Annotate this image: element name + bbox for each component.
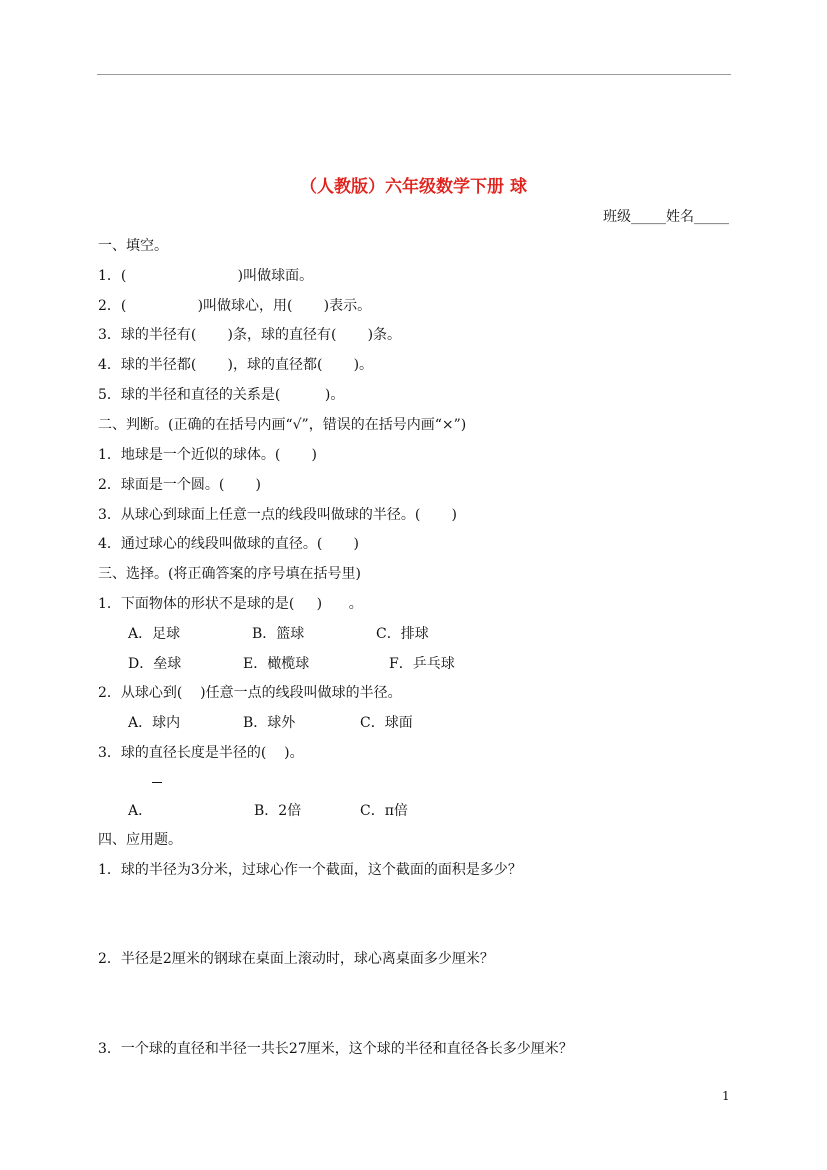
fill-blank-q1: 1．( )叫做球面。: [98, 268, 314, 284]
section-choice-heading: 三、选择。(将正确答案的序号填在括号里): [98, 566, 361, 582]
fill-blank-q5: 5．球的半径和直径的关系是( )。: [98, 387, 345, 403]
choice-q2-option-a: A．球内: [128, 715, 181, 731]
choice-q3-option-b: B．2倍: [254, 803, 302, 819]
choice-q1-option-d: D．垒球: [128, 656, 182, 672]
choice-q2-option-b: B．球外: [243, 715, 296, 731]
judge-q3: 3．从球心到球面上任意一点的线段叫做球的半径。( ): [98, 507, 457, 523]
fraction-bar-placeholder: [152, 782, 162, 783]
choice-q3-option-c: C．π倍: [360, 803, 408, 819]
choice-q1: 1．下面物体的形状不是球的是( ) 。: [98, 596, 363, 612]
application-q2: 2．半径是2厘米的钢球在桌面上滚动时，球心离桌面多少厘米？: [98, 951, 494, 967]
choice-q1-option-b: B．篮球: [252, 626, 305, 642]
choice-q3: 3．球的直径长度是半径的( )。: [98, 745, 304, 761]
choice-q2: 2．从球心到( )任意一点的线段叫做球的半径。: [98, 685, 402, 701]
choice-q2-option-c: C．球面: [360, 715, 413, 731]
header-rule: [97, 74, 731, 75]
application-q3: 3．一个球的直径和半径一共长27厘米，这个球的半径和直径各长多少厘米？: [98, 1041, 573, 1057]
page-number: 1: [722, 1089, 730, 1103]
judge-q4: 4．通过球心的线段叫做球的直径。( ): [98, 536, 359, 552]
choice-q1-option-f: F．乒乓球: [389, 656, 455, 672]
judge-q2: 2．球面是一个圆。( ): [98, 477, 261, 493]
fill-blank-q4: 4．球的半径都( )，球的直径都( )。: [98, 357, 374, 373]
application-q1: 1．球的半径为3分米，过球心作一个截面，这个截面的面积是多少？: [98, 862, 522, 878]
section-fill-blank-heading: 一、填空。: [98, 238, 168, 254]
fill-blank-q2: 2．( )叫做球心，用( )表示。: [98, 298, 372, 314]
section-application-heading: 四、应用题。: [98, 832, 182, 848]
page-title: （人教版）六年级数学下册 球: [300, 177, 527, 197]
choice-q1-option-a: A．足球: [128, 626, 181, 642]
judge-q1: 1．地球是一个近似的球体。( ): [98, 447, 317, 463]
fill-blank-q3: 3．球的半径有( )条，球的直径有( )条。: [98, 327, 402, 343]
choice-q1-option-e: E．橄榄球: [243, 656, 310, 672]
choice-q1-option-c: C．排球: [376, 626, 429, 642]
section-judge-heading: 二、判断。(正确的在括号内画“√”，错误的在括号内画“×”): [98, 417, 467, 433]
class-name-line: 班级_____姓名_____: [603, 209, 729, 225]
choice-q3-option-a: A．: [128, 803, 153, 819]
